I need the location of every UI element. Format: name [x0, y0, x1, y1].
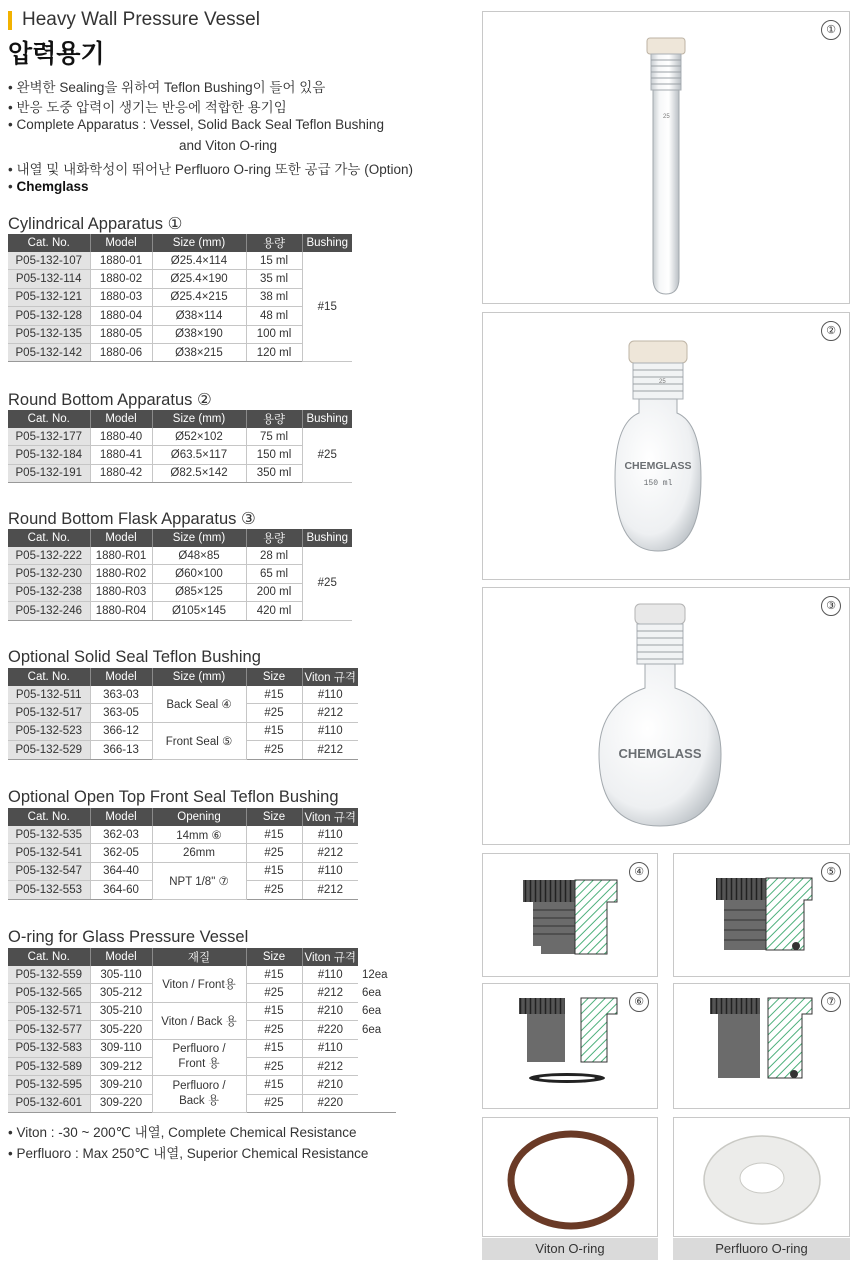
cat-no-cell: P05-132-246 [8, 602, 90, 620]
bullet-complete-cont: and Viton O-ring [179, 138, 278, 153]
seal-type-cell: Back Seal ④ [152, 686, 246, 722]
viton-cell: #110 [302, 1039, 358, 1057]
cat-no-cell: P05-132-601 [8, 1094, 90, 1112]
table-row [8, 1076, 396, 1094]
size-cell: Ø52×102 [152, 428, 246, 446]
col-viton: Viton 규격 [302, 948, 358, 966]
footnote-viton: • Viton : -30 ~ 200℃ 내열, Complete Chemical Resistance [8, 1125, 357, 1140]
oring-table [8, 948, 396, 1113]
flask-brand-logo: CHEMGLASS [618, 746, 702, 761]
col-size: Size (mm) [152, 234, 246, 252]
size-cell: Ø85×125 [152, 583, 246, 601]
model-cell: 1880-04 [90, 307, 152, 325]
bushing-cell: #25 [302, 547, 352, 620]
col-model: Model [90, 410, 152, 428]
viton-cell: #212 [302, 1057, 358, 1075]
figure-number-5: ⑤ [821, 862, 841, 882]
bullet-perfluoro: • 내열 및 내화학성이 뛰어난 Perfluoro O-ring 또한 공급 가능 (Option) [8, 162, 413, 177]
cat-no-cell: P05-132-523 [8, 722, 90, 740]
seal-type-cell: Front Seal ⑤ [152, 722, 246, 759]
figure-number-7: ⑦ [821, 992, 841, 1012]
open-top-table [8, 808, 358, 900]
section-title-oring: O-ring for Glass Pressure Vessel [8, 928, 249, 946]
viton-cell: #220 [302, 1094, 358, 1112]
figure-number-1: ① [821, 20, 841, 40]
bullet-brand [8, 179, 89, 194]
model-cell: 1880-42 [90, 464, 152, 482]
size-cell: #15 [246, 722, 302, 740]
cat-no-cell: P05-132-583 [8, 1039, 90, 1057]
col-volume: 용량 [246, 529, 302, 547]
cat-no-cell: P05-132-238 [8, 583, 90, 601]
page-title-en: Heavy Wall Pressure Vessel [22, 9, 260, 30]
page-title-ko: 압력용기 [8, 40, 105, 68]
col-size: Size [246, 948, 302, 966]
volume-cell: 420 ml [246, 602, 302, 620]
viton-cell: #212 [302, 704, 358, 722]
qty-note: 6ea [362, 1005, 382, 1018]
table-header-row [8, 410, 352, 428]
size-cell: Ø38×215 [152, 343, 246, 361]
model-cell: 366-12 [90, 722, 152, 740]
material-line: Front 용 [178, 1058, 220, 1071]
rb-neck-mark: 25 [659, 379, 666, 385]
figure-number-2: ② [821, 321, 841, 341]
col-size: Size [246, 668, 302, 686]
table-row [8, 844, 358, 862]
cylindrical-table [8, 234, 352, 362]
table-row [8, 602, 352, 620]
col-cat-no: Cat. No. [8, 808, 90, 826]
cat-no-cell: P05-132-142 [8, 343, 90, 361]
table-row [8, 686, 358, 704]
size-cell: #25 [246, 881, 302, 899]
cat-no-cell: P05-132-571 [8, 1002, 90, 1020]
opening-cell: 26mm [152, 844, 246, 862]
model-cell: 362-05 [90, 844, 152, 862]
tube-illustration [483, 12, 851, 305]
size-cell: #15 [246, 966, 302, 984]
viton-cell: #212 [302, 984, 358, 1002]
cat-no-cell: P05-132-577 [8, 1021, 90, 1039]
open-top-14mm-illustration [483, 984, 659, 1110]
volume-cell: 75 ml [246, 428, 302, 446]
title-accent-bar [8, 11, 12, 30]
model-cell: 309-210 [90, 1076, 152, 1094]
col-model: Model [90, 234, 152, 252]
viton-cell: #110 [302, 722, 358, 740]
size-cell: #15 [246, 1039, 302, 1057]
col-model: Model [90, 668, 152, 686]
table-row [8, 343, 352, 361]
bushing-section-hatch [575, 880, 617, 954]
tube-mark: 25 [663, 114, 670, 120]
viton-cell: #110 [302, 686, 358, 704]
col-material: 재질 [152, 948, 246, 966]
model-cell: 309-220 [90, 1094, 152, 1112]
table-row [8, 252, 352, 270]
col-model: Model [90, 808, 152, 826]
brand-name: Chemglass [16, 179, 89, 194]
size-cell: #15 [246, 686, 302, 704]
col-size-mm: Size (mm) [152, 668, 246, 686]
viton-cell: #210 [302, 1002, 358, 1020]
col-cat-no: Cat. No. [8, 234, 90, 252]
figure-number-4: ④ [629, 862, 649, 882]
model-cell: 305-212 [90, 984, 152, 1002]
solid-seal-table [8, 668, 358, 760]
viton-cell: #212 [302, 741, 358, 759]
size-cell: #25 [246, 704, 302, 722]
model-cell: 1880-41 [90, 446, 152, 464]
table-row [8, 1002, 396, 1020]
col-viton: Viton 규격 [302, 668, 358, 686]
bushing-section-hatch [766, 878, 812, 950]
col-cat-no: Cat. No. [8, 410, 90, 428]
size-cell: Ø25.4×215 [152, 288, 246, 306]
cat-no-cell: P05-132-230 [8, 565, 90, 583]
cat-no-cell: P05-132-135 [8, 325, 90, 343]
cat-no-cell: P05-132-541 [8, 844, 90, 862]
volume-cell: 65 ml [246, 565, 302, 583]
model-cell: 309-110 [90, 1039, 152, 1057]
round-bottom-illustration [483, 313, 851, 581]
cat-no-cell: P05-132-595 [8, 1076, 90, 1094]
table-header-row [8, 808, 358, 826]
qty-note: 12ea [362, 968, 388, 981]
table-row [8, 307, 352, 325]
size-cell: Ø60×100 [152, 565, 246, 583]
table-row [8, 446, 352, 464]
model-cell: 309-212 [90, 1057, 152, 1075]
section-title-solid-seal: Optional Solid Seal Teflon Bushing [8, 648, 261, 666]
cat-no-cell: P05-132-114 [8, 270, 90, 288]
table-row [8, 862, 358, 880]
bushing-section-hatch [581, 998, 617, 1062]
viton-cell: #210 [302, 1076, 358, 1094]
size-cell: Ø25.4×114 [152, 252, 246, 270]
bushing-cell: #15 [302, 252, 352, 362]
table-header-row [8, 234, 352, 252]
footnote-perfluoro: • Perfluoro : Max 250℃ 내열, Superior Chemical Resistance [8, 1146, 369, 1161]
figure-open-top-npt [673, 983, 850, 1109]
size-cell: #25 [246, 1021, 302, 1039]
size-cell: #15 [246, 862, 302, 880]
viton-oring-illustration [483, 1118, 659, 1238]
size-cell: Ø48×85 [152, 547, 246, 565]
table-row [8, 547, 352, 565]
model-cell: 1880-03 [90, 288, 152, 306]
figure-round-bottom [482, 312, 850, 580]
section-title-round-bottom: Round Bottom Apparatus ② [8, 391, 212, 409]
size-cell: #25 [246, 844, 302, 862]
bullet-sealing: • 완벽한 Sealing을 위하여 Teflon Bushing이 들어 있음 [8, 80, 326, 95]
model-cell: 305-210 [90, 1002, 152, 1020]
cat-no-cell: P05-132-222 [8, 547, 90, 565]
model-cell: 1880-02 [90, 270, 152, 288]
tube-body [653, 90, 679, 294]
flask-illustration [483, 588, 851, 846]
viton-cell: #212 [302, 844, 358, 862]
material-cell: Viton / Back 용 [152, 1002, 246, 1039]
col-model: Model [90, 948, 152, 966]
bullet-dot: • [8, 179, 13, 194]
table-header-row [8, 529, 352, 547]
cat-no-cell: P05-132-529 [8, 741, 90, 759]
section-title-flask: Round Bottom Flask Apparatus ③ [8, 510, 256, 528]
bushing-oring-dot [790, 1070, 798, 1078]
col-bushing: Bushing [302, 410, 352, 428]
cat-no-cell: P05-132-191 [8, 464, 90, 482]
table-row [8, 1039, 396, 1057]
bushing-cell: #25 [302, 428, 352, 483]
viton-cell: #110 [302, 826, 358, 844]
table-row [8, 565, 352, 583]
figure-back-seal-bushing [482, 853, 658, 977]
table-row [8, 288, 352, 306]
rb-brand-logo: CHEMGLASS [624, 460, 692, 472]
col-cat-no: Cat. No. [8, 948, 90, 966]
size-cell: Ø38×114 [152, 307, 246, 325]
table-row [8, 966, 396, 984]
qty-note: 6ea [362, 1023, 382, 1036]
round-bottom-table [8, 410, 352, 483]
col-size: Size (mm) [152, 410, 246, 428]
figure-perfluoro-oring [673, 1117, 850, 1237]
model-cell: 364-40 [90, 862, 152, 880]
size-cell: Ø63.5×117 [152, 446, 246, 464]
col-bushing: Bushing [302, 234, 352, 252]
col-cat-no: Cat. No. [8, 668, 90, 686]
flask-table [8, 529, 352, 621]
back-seal-illustration [483, 854, 659, 978]
size-cell: Ø38×190 [152, 325, 246, 343]
cat-no-cell: P05-132-517 [8, 704, 90, 722]
table-row [8, 583, 352, 601]
perfluoro-oring-illustration [674, 1118, 851, 1238]
model-cell: 364-60 [90, 881, 152, 899]
open-top-npt-illustration [674, 984, 851, 1110]
material-cell [152, 1039, 246, 1076]
qty-note [358, 1039, 396, 1057]
material-line: Perfluoro / [172, 1043, 226, 1056]
cat-no-cell: P05-132-128 [8, 307, 90, 325]
bushing-bore [760, 998, 768, 1078]
viton-cell: #110 [302, 966, 358, 984]
col-qty-blank [358, 948, 396, 966]
col-opening: Opening [152, 808, 246, 826]
table-row [8, 325, 352, 343]
volume-cell: 38 ml [246, 288, 302, 306]
model-cell: 1880-R01 [90, 547, 152, 565]
table-header-row [8, 948, 396, 966]
bushing-oring-hole [539, 1076, 595, 1080]
col-volume: 용량 [246, 234, 302, 252]
col-bushing: Bushing [302, 529, 352, 547]
size-cell: #15 [246, 826, 302, 844]
size-cell: #25 [246, 984, 302, 1002]
rb-bushing-cap [629, 341, 687, 363]
material-line: Perfluoro / [172, 1080, 226, 1093]
qty-note [358, 1057, 396, 1075]
tube-bushing-cap [647, 38, 685, 54]
figure-number-3: ③ [821, 596, 841, 616]
table-row [8, 428, 352, 446]
col-viton: Viton 규격 [302, 808, 358, 826]
model-cell: 1880-01 [90, 252, 152, 270]
model-cell: 362-03 [90, 826, 152, 844]
section-title-cylindrical: Cylindrical Apparatus ① [8, 215, 183, 233]
model-cell: 1880-05 [90, 325, 152, 343]
volume-cell: 150 ml [246, 446, 302, 464]
col-volume: 용량 [246, 410, 302, 428]
cat-no-cell: P05-132-121 [8, 288, 90, 306]
bushing-section-hatch [768, 998, 812, 1078]
material-line: Back 용 [179, 1095, 219, 1108]
viton-cell: #110 [302, 862, 358, 880]
rb-volume-mark: 150 ml [643, 479, 673, 488]
size-cell: #25 [246, 1057, 302, 1075]
material-cell [152, 1076, 246, 1113]
col-model: Model [90, 529, 152, 547]
flask-thread [637, 624, 683, 664]
opening-cell: 14mm ⑥ [152, 826, 246, 844]
model-cell: 1880-R03 [90, 583, 152, 601]
model-cell: 363-05 [90, 704, 152, 722]
rb-body [615, 399, 701, 551]
bullet-complete: • Complete Apparatus : Vessel, Solid Back Seal Teflon Bushing [8, 117, 384, 132]
volume-cell: 200 ml [246, 583, 302, 601]
figure-open-top-14mm [482, 983, 658, 1109]
section-title-open-top: Optional Open Top Front Seal Teflon Bushing [8, 788, 339, 806]
figure-viton-oring [482, 1117, 658, 1237]
caption-perfluoro-oring: Perfluoro O-ring [673, 1238, 850, 1260]
model-cell: 1880-40 [90, 428, 152, 446]
col-size: Size [246, 808, 302, 826]
viton-ring [511, 1134, 631, 1226]
volume-cell: 28 ml [246, 547, 302, 565]
bushing-bore [565, 998, 581, 1062]
cat-no-cell: P05-132-107 [8, 252, 90, 270]
size-cell: Ø82.5×142 [152, 464, 246, 482]
cat-no-cell: P05-132-184 [8, 446, 90, 464]
table-row [8, 826, 358, 844]
table-row [8, 270, 352, 288]
model-cell: 1880-06 [90, 343, 152, 361]
model-cell: 305-110 [90, 966, 152, 984]
rb-thread [633, 363, 683, 399]
cat-no-cell: P05-132-547 [8, 862, 90, 880]
bushing-oring-dot [792, 942, 800, 950]
figure-number-6: ⑥ [629, 992, 649, 1012]
qty-note [358, 1076, 396, 1094]
volume-cell: 120 ml [246, 343, 302, 361]
model-cell: 1880-R04 [90, 602, 152, 620]
volume-cell: 48 ml [246, 307, 302, 325]
caption-viton-oring: Viton O-ring [482, 1238, 658, 1260]
flask-cap [635, 604, 685, 624]
cat-no-cell: P05-132-565 [8, 984, 90, 1002]
figure-flask [482, 587, 850, 845]
material-cell: Viton / Front용 [152, 966, 246, 1002]
size-cell: #25 [246, 1094, 302, 1112]
bullet-pressure: • 반응 도중 압력이 생기는 반응에 적합한 용기임 [8, 100, 287, 115]
figure-cylindrical-tube [482, 11, 850, 304]
volume-cell: 15 ml [246, 252, 302, 270]
model-cell: 305-220 [90, 1021, 152, 1039]
cat-no-cell: P05-132-589 [8, 1057, 90, 1075]
cat-no-cell: P05-132-511 [8, 686, 90, 704]
front-seal-illustration [674, 854, 851, 978]
volume-cell: 35 ml [246, 270, 302, 288]
qty-note: 6ea [362, 987, 382, 1000]
figure-front-seal-bushing [673, 853, 850, 977]
table-row [8, 464, 352, 482]
viton-cell: #212 [302, 881, 358, 899]
qty-note [358, 1094, 396, 1112]
viton-cell: #220 [302, 1021, 358, 1039]
flask-body [599, 664, 721, 826]
model-cell: 363-03 [90, 686, 152, 704]
table-header-row [8, 668, 358, 686]
cat-no-cell: P05-132-553 [8, 881, 90, 899]
cat-no-cell: P05-132-535 [8, 826, 90, 844]
size-cell: #15 [246, 1002, 302, 1020]
model-cell: 366-13 [90, 741, 152, 759]
size-cell: #25 [246, 741, 302, 759]
volume-cell: 100 ml [246, 325, 302, 343]
size-cell: Ø105×145 [152, 602, 246, 620]
opening-cell: NPT 1/8" ⑦ [152, 862, 246, 899]
size-cell: Ø25.4×190 [152, 270, 246, 288]
table-row [8, 722, 358, 740]
volume-cell: 350 ml [246, 464, 302, 482]
model-cell: 1880-R02 [90, 565, 152, 583]
perfluoro-ring-hole [740, 1163, 784, 1193]
col-size: Size (mm) [152, 529, 246, 547]
cat-no-cell: P05-132-559 [8, 966, 90, 984]
col-cat-no: Cat. No. [8, 529, 90, 547]
size-cell: #15 [246, 1076, 302, 1094]
cat-no-cell: P05-132-177 [8, 428, 90, 446]
